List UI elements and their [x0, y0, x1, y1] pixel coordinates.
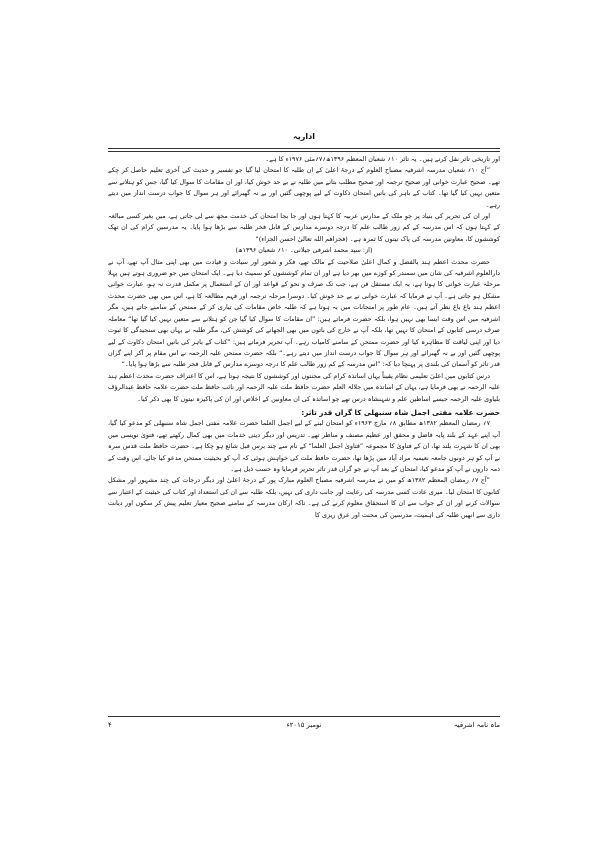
header-rule-double	[108, 151, 500, 152]
page-title: اداریہ	[293, 132, 315, 141]
page-footer	[108, 721, 500, 733]
quote-paragraph: ”آج ۱۰؍ شعبان مدرسہ اشرفیہ مصباح العلوم کے درجۂ اعلیٰ کے ان طلبہ کا امتحان لیا گیا جو تفسیر و حدیث کی آخری تعلیم حاصل کر چکے تھے۔ صحیح عبارت خوانی اور صحیح ترجمہ اور صحیح مطلب بتانے میں طلبہ نے بے حد خوش کیا، اور ان مقامات کا سوال کیا گیا، جس کو ہتلانے سے متعین نہیں کیا گیا تھا۔ کتاب کے باہر کی باتیں امتحان ذکاوت کے لیے پوچھی گئیں اور بے نہ گھبرائے اور ہر سوال کا جواب درست انداز میں دیتے رہے۔	[108, 166, 500, 209]
examiner-paragraph: ۷؍ رمضان المعظم ۱۳۸۲ھ مطابق ۸؍ مارچ ۱۹۶۳ء کو امتحان لینے کے لیے اجمل العلما حضرت علامہ مفتی اجمل شاہ سنبھلی کو مدعو کیا گیا، آپ اپنے عہد کے بلند پایہ فاضل و محقق اور عظیم مصنف و مناظر تھے۔ تدریس اور دیگر دینی خدمات میں بھی کمال رکھتے تھے، فتویٰ نویسی میں بھی ان کا شہرت بلند تھا، ان کے فتاویٰ کا مجموعہ ”فتاویٰ اجمل العلما“ کے نام سے چند برس قبل شائع ہو چکا ہے۔ حضرت حافظ ملت قدس سرہ نے آپ کو ہر دونوں جامعہ نعیمیہ مراد آباد میں پڑھا تھا، حضرت حافظ ملت کی خواہش ہوئی کہ آپ کو بحیثیت ممتحن مدعو کیا جائے، اس وقت کے ذمہ داروں نے آپ کو مدعو کیا، امتحان کے بعد آپ نے جو گراں قدر تاثر تحریر فرمایا وہ حسب ذیل ہے۔	[108, 419, 500, 473]
examiner-quote-paragraph: ”آج ۷؍ رمضان المعظم ۱۳۸۲ھ کو میں نے مدرسہ اشرفیہ مصباح العلوم مبارک پور کے درجۂ اعلیٰ اور دیگر درجات کی چند مشہور اور مشکل کتابوں کا امتحان لیا۔ میری عادت کسی مدرسہ کی رعایت اور جانب داری کی نہیں، بلکہ طلبہ سے ان کی استعداد اور کتاب کی حیثیت کے اعتبار سے سوالات کرنے اور ان کے جواب سے ان کا استحقاق معلوم کرنے کی ہے۔ تاکہ ارکان مدرسہ کے سامنے صحیح معیار تعلیم پیش کر سکوں اور دیانت داری سے انھیں طلبہ کی اہمیت، مدرسین کی محنت اور عرق ریزی کا	[108, 476, 500, 519]
footer-magazine-name: ماہ نامہ اشرفیہ	[453, 721, 500, 729]
commentary-paragraph: حضرت محدث اعظم ہند بالفضل و کمال اعلیٰ صلاحیت کے مالک تھے، فکر و شعور اور سیادت و قیادت میں بھی اپنی مثال آپ تھے، آپ نے دارالعلوم اشرفیہ کی شان میں سمندر کو کوزے میں بھر دیا ہے اور ان تمام کوششوں کو سمیٹ دیا ہے۔ ایک امتحان میں جو ضروری ہوتے ہیں پہلا مرحلہ عبارت خوانی کا ہوتا ہے، یہ ایک مستقل فن ہے، جب تک صرف و نحو کے قواعد اور ان کے استعمال پر مکمل قدرت نہ ہو، عبارت خوانی مشکل ہو جاتی ہے۔ آپ نے فرمایا کہ عبارت خوانی نے بے حد خوش کیا۔ دوسرا مرحلہ ترجمہ اور فہم مطالعہ کا ہے، اس میں بھی حضرت محدث اعظم ہند باغ باغ نظر آتے ہیں۔ عام طور پر امتحانات میں یہ ہوتا ہے کہ طلبہ خاص مقامات کی تیاری کر کے ممتحن کے سامنے جاتے ہیں، مگر اشرفیہ میں اس وقت ایسا بھی نہیں ہوا، بلکہ حضرت فرماتے ہیں: ”ان مقامات کا سوال کیا گیا جن کو ہتلانے سے متعین نہیں کیا گیا تھا“ معاملہ صرف درسی کتابوں کے امتحان کا نہیں تھا، بلکہ آپ نے خارج کی باتوں میں بھی الجھانے کی کوشش کی، مگر طلبہ نے یہاں بھی سنجیدگی کا ثبوت دیا اور اپنی لیاقت کا مظاہرہ کیا اور حضرت ممتحن کے سامنے کامیاب رہے۔ آپ تحریر فرماتے ہیں: ”کتاب کے باہر کی باتیں امتحان ذکاوت کے لیے پوچھی گئیں اور بے نہ گھبرائے اور ہر سوال کا جواب درست انداز میں دیتے رہے۔“ بلکہ حضرت ممتحن علیہ الرحمہ نے اس مقام پر آکر اپنے گراں قدر تاثر کو آسمان کی بلندی پر پہنچا دیا کہ: ”اس مدرسہ کے کم زور طالب علم کا درجہ دوسرے مدارس کے قابل فخر طلبہ سے بڑھا ہوا پایا۔“	[108, 257, 500, 369]
article-body	[108, 154, 500, 521]
section-heading: حضرت علامہ مفتی اجمل شاہ سنبھلی کا گراں قدر تاثر:	[301, 407, 500, 417]
page-number: ۴	[108, 721, 112, 729]
quote-paragraph-cont: اور ان کی تحریر کی بنیاد پر جو ملک کے مدارس عربیہ کا کہتا ہوں اور جا بجا امتحان کی خدمت مجھ سے لی جاتی ہے، میں بغیر کسی مبالغہ کے کہتا ہوں کہ اس مدرسہ کے کم زور طالب علم کا درجہ دوسرے مدارس کے قابل فخر طلبہ سے بڑھا ہوا پایا۔ یہ مدرسین کرام کی ان تھک کوششوں کا، معاونین مدرسہ کی پاک نیتوں کا ثمرہ ہے۔ (فجزاهم الله تعالىٰ احسن الجزاء)“	[108, 212, 500, 243]
teachers-paragraph: درس کتابوں میں اعلیٰ تعلیمی نظام یقیناً یہاں اساتذہ کرام کی محنتوں اور کوششوں کا نتیجہ ہوتا ہے، اس کا اعتراف حضرت محدث اعظم ہند علیہ الرحمہ نے بھی فرمایا ہے، یہاں کے اساتذہ میں جلالۃ العلم حضرت حافظ ملت علیہ الرحمہ اور نائب حافظ ملت حضرت علامہ حافظ عبدالرؤف بلیاوی علیہ الرحمہ جیسے اساطین علم و شہنشاہ درس تھے جو اساتذہ کی ان معاونین کے اخلاص اور ان کی پاکیزہ نیتوں کا بھی ذکر کیا۔	[108, 371, 500, 403]
header-rule	[108, 148, 500, 149]
footer-date: نومبر ۲۰۱۵ء	[286, 721, 322, 729]
footer-rule	[108, 716, 500, 717]
quote-signature: (از: سید محمد اشرفی جیلانی۔ ۱۰؍ شعبان ۱۳۹۶ھ)	[235, 246, 373, 255]
paragraph-intro: اور تاریخی تاثر نقل کرتے ہیں۔ یہ تاثر ۱۰؍ شعبان المعظم ۱۳۹۶ھ؍۷؍مئی ۱۹۷۶ء کا ہے۔	[265, 155, 500, 163]
